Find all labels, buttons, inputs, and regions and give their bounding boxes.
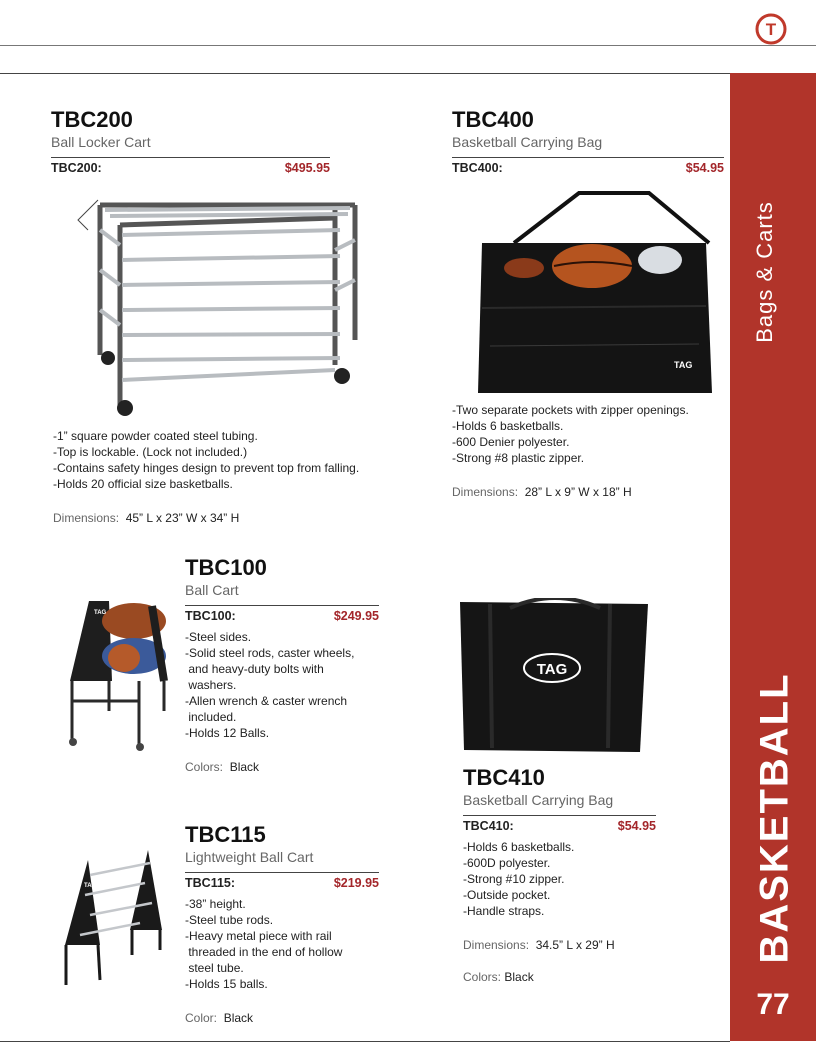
carrying-bag-image bbox=[474, 188, 714, 396]
feature-item: steel tube. bbox=[185, 961, 244, 975]
product-code: TBC100 bbox=[185, 555, 267, 580]
product-tbc410 bbox=[463, 766, 656, 985]
content-top-rule bbox=[0, 73, 730, 74]
colors bbox=[185, 759, 379, 775]
feature-item: included. bbox=[185, 710, 237, 724]
price-bar bbox=[185, 605, 379, 624]
spec-value: Black bbox=[229, 760, 260, 774]
price-value: $495.95 bbox=[284, 161, 330, 175]
feature-item: -Holds 6 basketballs. bbox=[452, 419, 564, 433]
spec-label: Dimensions: bbox=[463, 938, 530, 952]
feature-item: -Holds 20 official size basketballs. bbox=[53, 477, 233, 491]
feature-list bbox=[53, 428, 383, 492]
product-tbc100 bbox=[185, 556, 379, 775]
spec-value: Black bbox=[223, 1011, 254, 1025]
feature-item: -Steel tube rods. bbox=[185, 913, 274, 927]
feature-item: -Strong #8 plastic zipper. bbox=[452, 451, 585, 465]
dimensions bbox=[53, 510, 383, 526]
feature-item: -Heavy metal piece with rail bbox=[185, 929, 332, 943]
feature-list bbox=[452, 402, 724, 466]
price-label: TBC400: bbox=[452, 161, 503, 175]
feature-item: -Steel sides. bbox=[185, 630, 252, 644]
sidebar-sport-label: BASKETBALL bbox=[752, 672, 797, 964]
dimensions bbox=[452, 484, 724, 500]
carrying-bag-410-image bbox=[460, 598, 650, 754]
header-rule bbox=[0, 45, 816, 46]
feature-item: -Holds 6 basketballs. bbox=[463, 840, 575, 854]
feature-item: -Holds 12 Balls. bbox=[185, 726, 270, 740]
feature-item: and heavy-duty bolts with bbox=[185, 662, 324, 676]
feature-item: -Two separate pockets with zipper openings. bbox=[452, 403, 689, 417]
price-value: $54.95 bbox=[617, 819, 656, 833]
product-name: Basketball Carrying Bag bbox=[452, 134, 603, 150]
feature-item: -Allen wrench & caster wrench bbox=[185, 694, 348, 708]
feature-list bbox=[185, 896, 379, 992]
product-tbc200 bbox=[51, 108, 330, 176]
feature-item: -Strong #10 zipper. bbox=[463, 872, 565, 886]
product-tbc400-details bbox=[452, 398, 724, 500]
feature-list bbox=[463, 839, 656, 919]
price-value: $54.95 bbox=[685, 161, 724, 175]
svg-text:TAG: TAG bbox=[674, 360, 693, 370]
spec-label: Colors: bbox=[185, 760, 224, 774]
feature-item: -Top is lockable. (Lock not included.) bbox=[53, 445, 248, 459]
feature-item: -Handle straps. bbox=[463, 904, 545, 918]
svg-text:TAG: TAG bbox=[536, 661, 568, 678]
sidebar-category-label: Bags & Carts bbox=[752, 201, 777, 343]
feature-item: -600D polyester. bbox=[463, 856, 551, 870]
feature-item: -Holds 15 balls. bbox=[185, 977, 268, 991]
product-name: Ball Cart bbox=[185, 582, 239, 598]
product-tbc200-details bbox=[53, 420, 383, 526]
spec-value: 34.5” L x 29” H bbox=[535, 938, 615, 952]
colors bbox=[463, 969, 656, 985]
spec-label: Colors: bbox=[463, 970, 502, 984]
product-name: Basketball Carrying Bag bbox=[463, 792, 614, 808]
product-code: TBC410 bbox=[463, 765, 545, 790]
price-label: TBC410: bbox=[463, 819, 514, 833]
feature-item: -1” square powder coated steel tubing. bbox=[53, 429, 258, 443]
colors bbox=[185, 1010, 379, 1026]
product-code: TBC400 bbox=[452, 107, 534, 132]
feature-item: -Contains safety hinges design to prevent top from falling. bbox=[53, 461, 360, 475]
svg-text:TAG: TAG bbox=[84, 883, 97, 889]
svg-text:T: T bbox=[765, 20, 777, 39]
product-code: TBC115 bbox=[185, 822, 266, 847]
product-name: Lightweight Ball Cart bbox=[185, 849, 314, 865]
feature-item: -Solid steel rods, caster wheels, bbox=[185, 646, 355, 660]
price-value: $249.95 bbox=[333, 609, 379, 623]
page-number: 77 bbox=[756, 988, 790, 1021]
price-bar bbox=[51, 157, 330, 176]
svg-text:TAG: TAG bbox=[94, 610, 107, 616]
product-tbc115 bbox=[185, 823, 379, 1026]
feature-item: threaded in the end of hollow bbox=[185, 945, 343, 959]
feature-item: -600 Denier polyester. bbox=[452, 435, 570, 449]
dimensions bbox=[463, 937, 656, 953]
price-label: TBC200: bbox=[51, 161, 102, 175]
price-bar bbox=[452, 157, 724, 176]
price-bar bbox=[463, 815, 656, 834]
lightweight-ball-cart-image bbox=[60, 845, 170, 995]
content-bottom-rule bbox=[0, 1041, 730, 1042]
ball-cart-image bbox=[64, 596, 174, 751]
price-value: $219.95 bbox=[333, 876, 379, 890]
feature-item: -38” height. bbox=[185, 897, 246, 911]
feature-item: -Outside pocket. bbox=[463, 888, 551, 902]
feature-item: washers. bbox=[185, 678, 237, 692]
price-label: TBC100: bbox=[185, 609, 236, 623]
spec-label: Dimensions: bbox=[53, 511, 120, 525]
price-bar bbox=[185, 872, 379, 891]
spec-label: Color: bbox=[185, 1011, 218, 1025]
product-name: Ball Locker Cart bbox=[51, 134, 151, 150]
feature-list bbox=[185, 629, 379, 741]
ball-locker-cart-image bbox=[70, 190, 365, 420]
spec-label: Dimensions: bbox=[452, 485, 519, 499]
product-tbc400 bbox=[452, 108, 724, 176]
spec-value: Black bbox=[504, 970, 534, 984]
price-label: TBC115: bbox=[185, 876, 236, 890]
product-code: TBC200 bbox=[51, 107, 133, 132]
brand-logo-icon bbox=[754, 12, 788, 46]
spec-value: 45” L x 23” W x 34” H bbox=[125, 511, 240, 525]
spec-value: 28” L x 9” W x 18” H bbox=[524, 485, 632, 499]
